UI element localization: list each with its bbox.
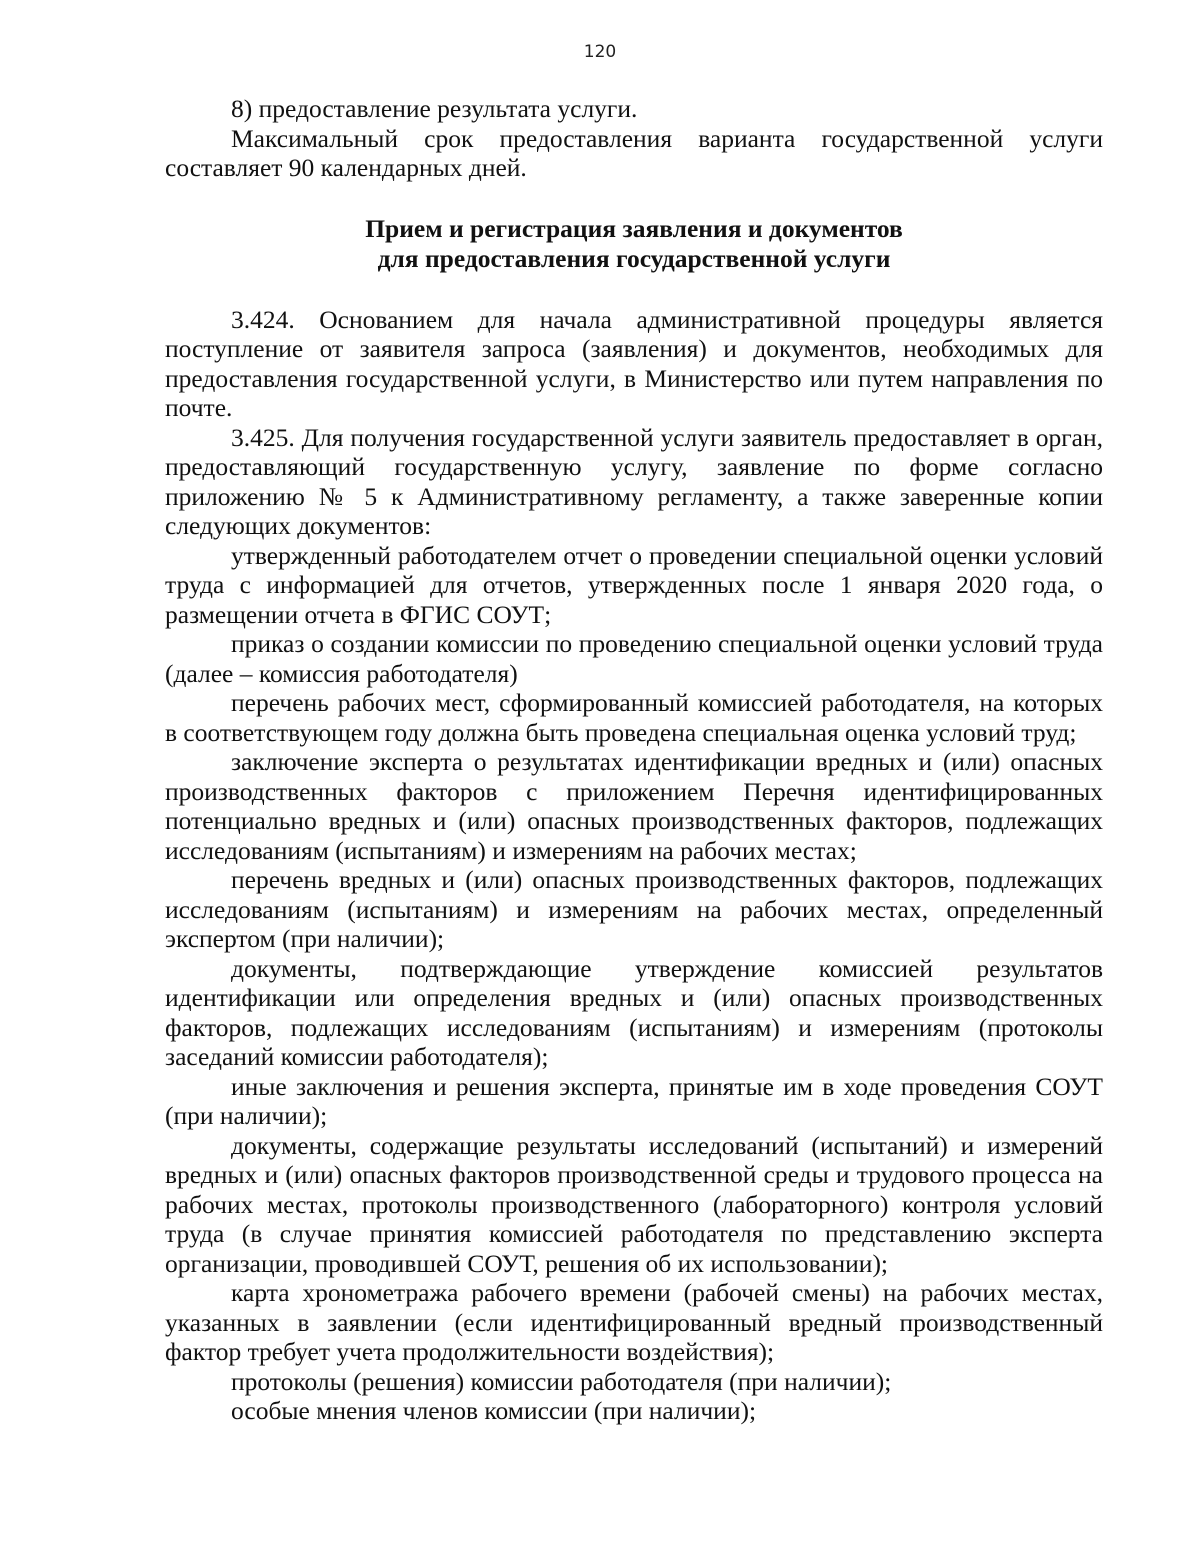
section-heading-line-2: для предоставления государственной услуги: [377, 243, 891, 273]
paragraph-3-424: 3.424. Основанием для начала административной процедуры является поступление от заявителя запроса (заявления) и документов, необходимых для предоставления государственной услуги, в Министерство или путем направления по почте.: [165, 304, 1103, 422]
list-item: иные заключения и решения эксперта, принятые им в ходе проведения СОУТ (при наличии);: [165, 1071, 1103, 1130]
section-heading: [165, 214, 1103, 274]
list-item: утвержденный работодателем отчет о проведении специальной оценки условий труда с информацией для отчетов, утвержденных после 1 января 2020 года, о размещении отчета в ФГИС СОУТ;: [165, 540, 1103, 629]
list-item: документы, содержащие результаты исследований (испытаний) и измерений вредных и (или) опасных факторов производственной среды и трудового процесса на рабочих местах, протоколы производственного (лабораторного) контроля условий труда (в случае принятия комиссией работодателя по представлению эксперта организации, проводившей СОУТ, решения об их использовании);: [165, 1130, 1103, 1278]
intro-item-8: 8) предоставление результата услуги.: [231, 94, 638, 123]
section-heading-line-1: Прием и регистрация заявления и документов: [365, 213, 903, 243]
list-item: перечень вредных и (или) опасных производственных факторов, подлежащих исследованиям (испытаниям) и измерениям на рабочих местах, определенный экспертом (при наличии);: [165, 865, 1103, 953]
paragraph-3-425: 3.425. Для получения государственной услуги заявитель предоставляет в орган, предоставляющий государственную услугу, заявление по форме согласно приложению № 5 к Административному регламенту, а также заверенные копии следующих документов:: [165, 422, 1103, 540]
list-item: приказ о создании комиссии по проведению специальной оценки условий труда (далее – комиссия работодателя): [165, 629, 1103, 688]
list-item: особые мнения членов комиссии (при наличии);: [231, 1396, 757, 1425]
list-item: перечень рабочих мест, сформированный комиссией работодателя, на которых в соответствующем году должна быть проведена специальная оценка условий труд;: [165, 688, 1103, 747]
list-item: заключение эксперта о результатах идентификации вредных и (или) опасных производственных факторов с приложением Перечня идентифицированных потенциально вредных и (или) опасных производственных факторов, подлежащих исследованиям (испытаниям) и измерениям на рабочих местах;: [165, 747, 1103, 865]
list-item: протоколы (решения) комиссии работодателя (при наличии);: [231, 1366, 892, 1396]
page-number: 120: [583, 42, 617, 62]
list-item: документы, подтверждающие утверждение комиссией результатов идентификации или определения вредных и (или) опасных производственных факторов, подлежащих исследованиям (испытаниям) и измерениям (протоколы заседаний комиссии работодателя);: [165, 953, 1103, 1071]
document-body: [165, 94, 1103, 1426]
list-item: карта хронометража рабочего времени (рабочей смены) на рабочих местах, указанных в заявлении (если идентифицированный вредный производственный фактор требует учета продолжительности воздействия);: [165, 1278, 1103, 1366]
intro-max-term: Максимальный срок предоставления варианта государственной услуги составляет 90 календарных дней.: [165, 123, 1103, 182]
